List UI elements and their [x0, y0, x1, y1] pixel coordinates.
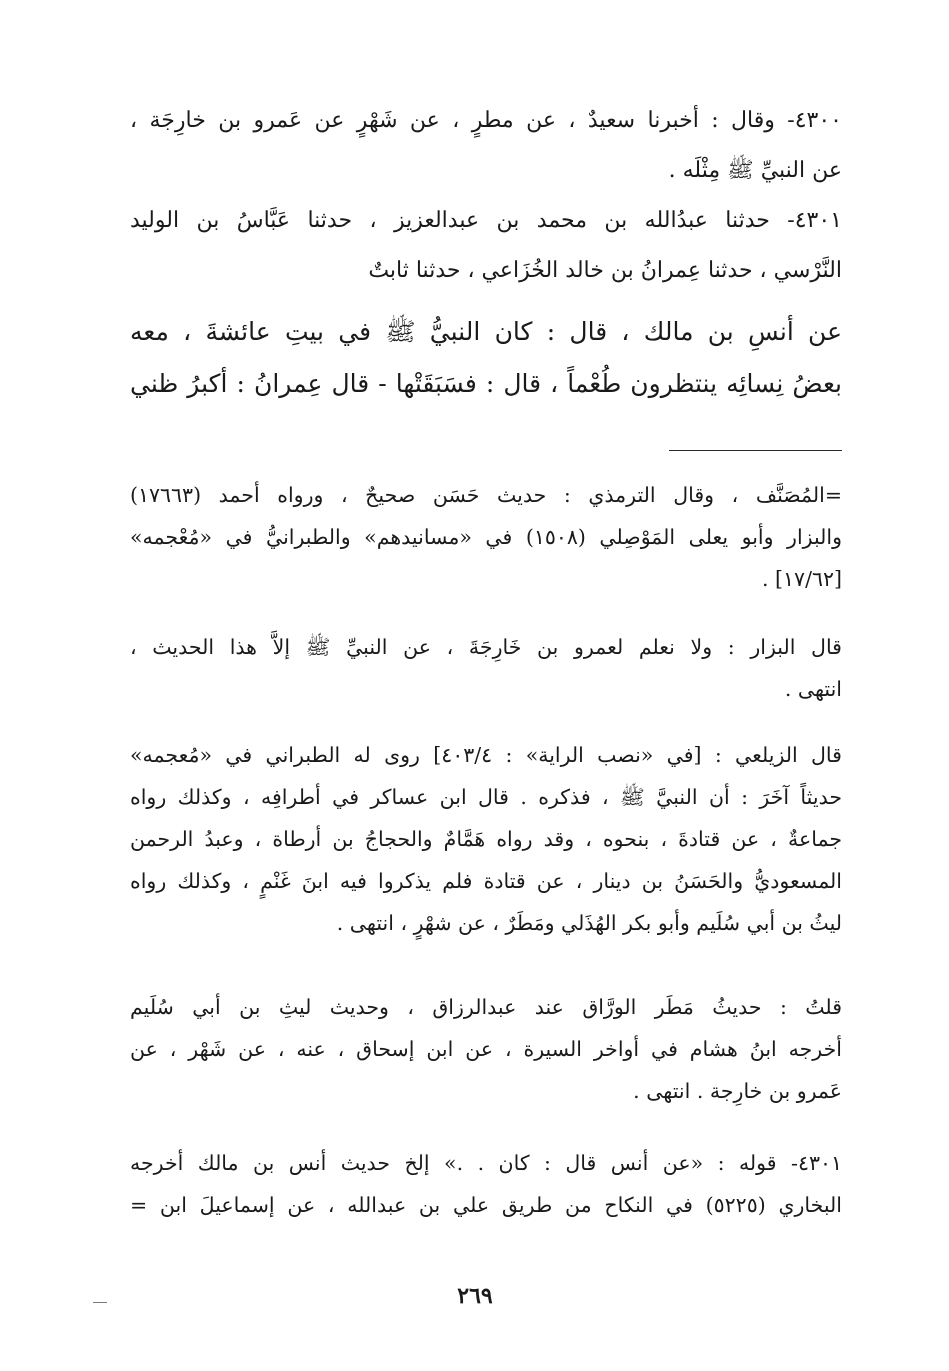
note-4301: [130, 1142, 842, 1226]
bazzar-comment: [130, 626, 842, 710]
text-line: والبزار وأبو يعلى المَوْصِلي (١٥٠٨) في «مسانيدهم» والطبرانيُّ في «مُعْجمه»: [130, 525, 842, 549]
footnote-continuation: [130, 474, 842, 600]
text-line: عَمرو بن خارِجة . انتهى .: [633, 1079, 842, 1103]
margin-mark: [93, 1302, 107, 1303]
text-line: جماعةٌ ، عن قتادةَ ، بنحوه ، وقد رواه هَمَّامٌ والحجاجُ بن أرطاة ، وعبدُ الرحمن: [130, 827, 842, 851]
footnote-divider: [669, 450, 842, 451]
text-line: حديثاً آخَرَ : أن النبيَّ ﷺ ، فذكره . قال ابن عساكر في أطرافِه ، وكذلك رواه: [130, 785, 842, 809]
hadith-4300: [130, 96, 842, 196]
text-line: البخاري (٥٢٢٥) في النكاح من طريق علي بن عبدالله ، عن إسماعيلَ ابن =: [130, 1193, 842, 1217]
hadith-4301-isnad: [130, 196, 842, 296]
text-line: بعضُ نِسائِه ينتظرون طُعْماً ، قال : فسَبَقَتْها - قال عِمرانُ : أكبرُ ظني: [130, 369, 842, 398]
text-line: ليثُ بن أبي سُلَيم وأبو بكر الهُذَلي ومَطَرٌ ، عن شهْرٍ ، انتهى .: [336, 911, 842, 935]
text-line: [١٧/٦٢] .: [762, 567, 842, 591]
page-number: ٢٦٩: [457, 1283, 493, 1309]
zaylai-comment: [130, 734, 842, 944]
text-line: ٤٣٠١- حدثنا عبدُالله بن محمد بن عبدالعزيز ، حدثنا عَبَّاسُ بن الوليد: [130, 208, 842, 233]
text-line: ٤٣٠٠- وقال : أخبرنا سعيدٌ ، عن مطرٍ ، عن شَهْرٍ عن عَمرو بن خارِجَة ،: [130, 108, 842, 133]
text-line: المسعوديُّ والحَسَنُ بن دينار ، عن قتادة فلم يذكروا فيه ابنَ غَنْمٍ ، وكذلك رواه: [130, 869, 842, 893]
text-line: قال البزار : ولا نعلم لعمرو بن خَارِجَةَ ، عن النبيِّ ﷺ إلاَّ هذا الحديث ،: [130, 635, 842, 659]
qultu-comment: [130, 986, 842, 1112]
text-line: أخرجه ابنُ هشام في أواخر السيرة ، عن ابن إسحاق ، عنه ، عن شَهْر ، عن: [130, 1037, 842, 1061]
text-line: النَّرْسي ، حدثنا عِمرانُ بن خالد الخُزَاعي ، حدثنا ثابتٌ: [368, 258, 842, 283]
text-line: عن النبيِّ ﷺ مِثْلَه .: [668, 158, 842, 183]
text-line: =المُصَنَّف ، وقال الترمذي : حديث حَسَن صحيحٌ ، ورواه أحمد (١٧٦٦٣): [130, 483, 842, 507]
text-line: قال الزيلعي : [في «نصب الراية» : ٤٠٣/٤] روى له الطبراني في «مُعجمه»: [130, 743, 842, 767]
text-line: انتهى .: [784, 677, 842, 701]
hadith-4301-matn: [130, 306, 842, 410]
text-line: قلتُ : حديثُ مَطَر الورَّاق عند عبدالرزاق ، وحديث ليثِ بن أبي سُلَيم: [130, 995, 842, 1019]
text-line: ٤٣٠١- قوله : «عن أنس قال : كان . .» إلخ حديث أنس بن مالك أخرجه: [130, 1151, 842, 1175]
text-line: عن أنسِ بن مالك ، قال : كان النبيُّ ﷺ في بيتِ عائشةَ ، معه: [130, 317, 842, 346]
